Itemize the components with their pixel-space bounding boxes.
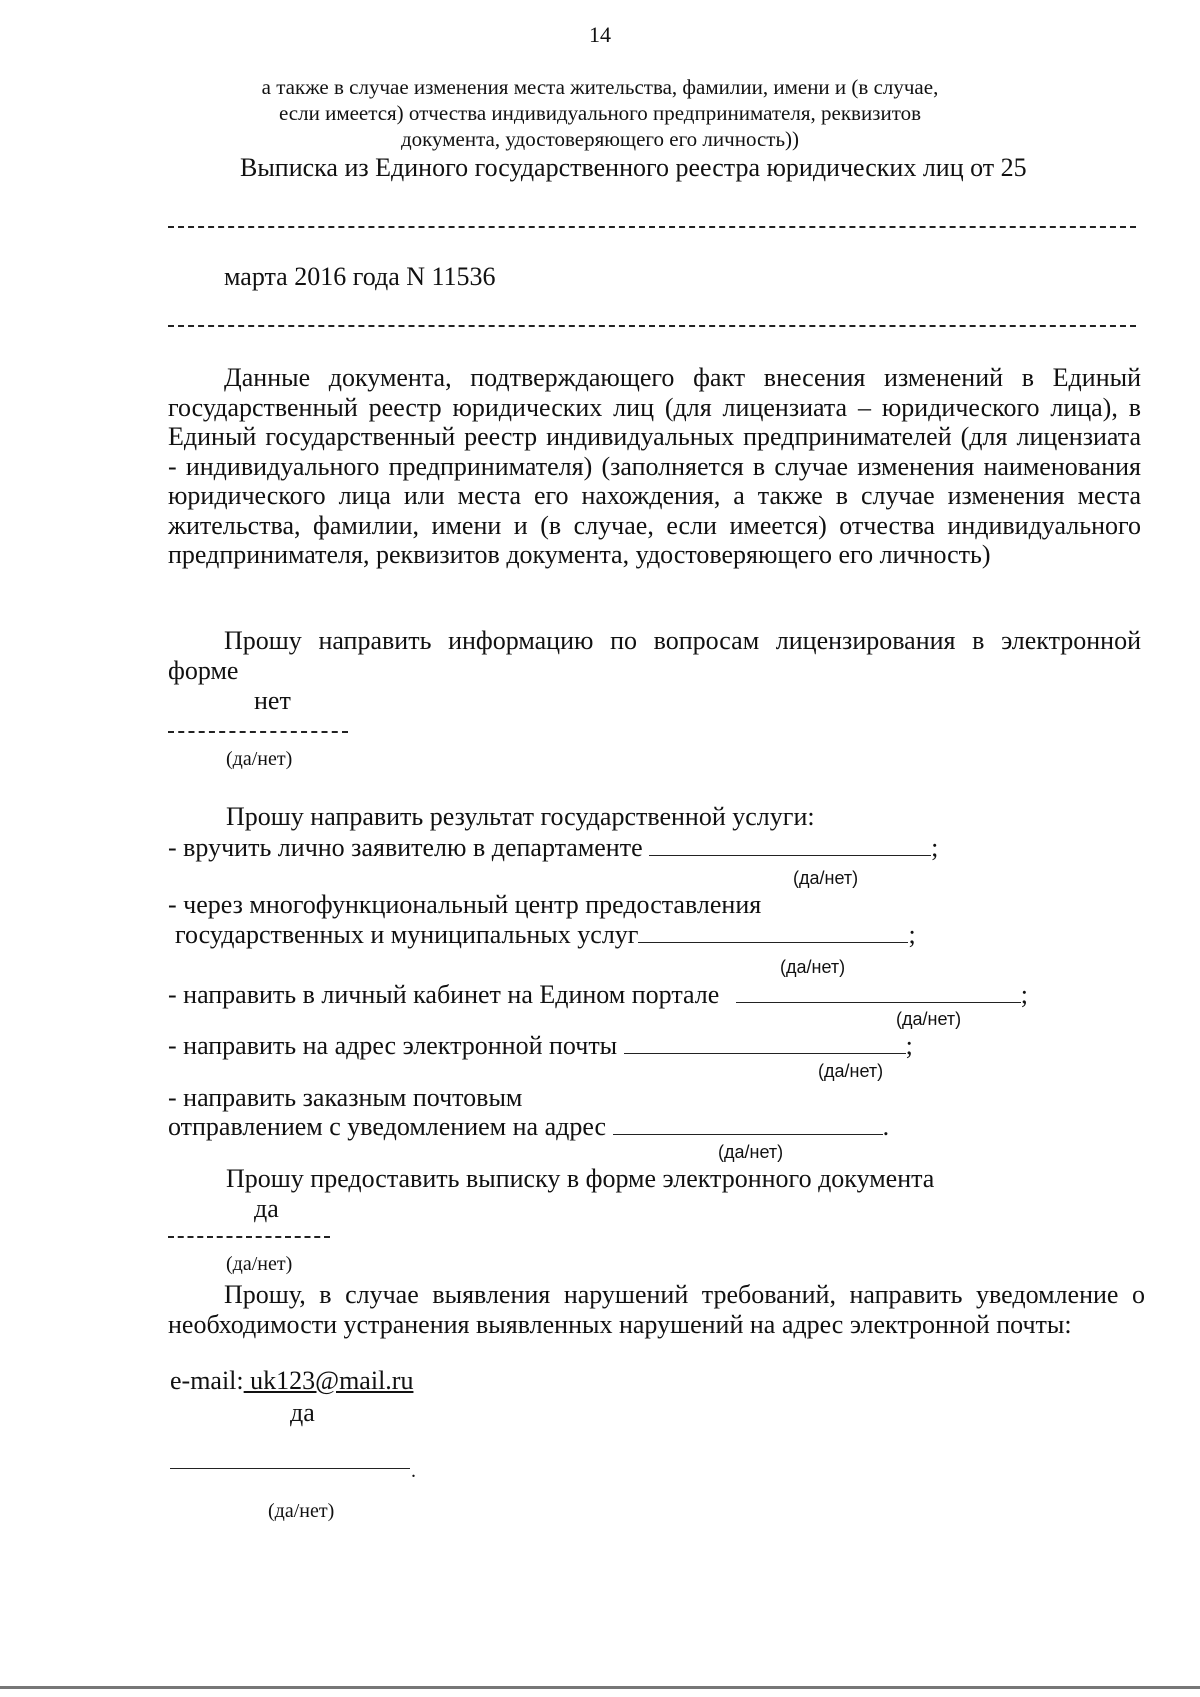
page-number: 14 bbox=[589, 22, 611, 47]
delivery-option-email: - направить на адрес электронной почты ; bbox=[168, 1031, 913, 1060]
page-bottom-edge bbox=[0, 1686, 1200, 1689]
violation-notice-email bbox=[170, 1366, 413, 1396]
option-label: отправлением с уведомлением на адрес bbox=[168, 1112, 607, 1141]
answer-line bbox=[168, 1236, 330, 1238]
extract-date: марта 2016 года N 11536 bbox=[224, 262, 496, 291]
answer-blank[interactable] bbox=[736, 980, 1021, 1003]
paragraph-text: Данные документа, подтверждающего факт внесения изменений в Единый государственный реестр юридических лиц (для лицензиата – юридического лица), в Единый государственный реестр индивидуальных предпринимателей (для лицензиата - индивидуального предпринимателя) (заполняется в случае изменения наименования юридического лица или места его нахождения, а также в случае изменения места жительства, фамилии, имени и (в случае, если имеется) отчества индивидуального предпринимателя, реквизитов документа, удостоверяющего его личность) bbox=[168, 363, 1141, 569]
header-note-line: если имеется) отчества индивидуального предпринимателя, реквизитов bbox=[278, 101, 922, 125]
option-label: - направить в личный кабинет на Едином портале bbox=[168, 980, 720, 1009]
violation-notice-answer[interactable]: да bbox=[290, 1398, 315, 1427]
delivery-option-mail-line1: - направить заказным почтовым bbox=[168, 1083, 523, 1112]
answer-hint: (да/нет) bbox=[780, 957, 846, 977]
electronic-extract-request: Прошу предоставить выписку в форме электронного документа bbox=[226, 1164, 935, 1193]
delivery-option-in-person: - вручить лично заявителю в департаменте ; bbox=[168, 833, 939, 862]
answer-hint: (да/нет) bbox=[226, 748, 293, 770]
answer-hint: (да/нет) bbox=[718, 1142, 784, 1162]
option-label: государственных и муниципальных услуг bbox=[175, 920, 639, 949]
answer-blank[interactable] bbox=[638, 920, 908, 943]
delivery-option-mfc: государственных и муниципальных услуг ; bbox=[175, 920, 916, 949]
email-link[interactable]: uk123@mail.ru bbox=[243, 1366, 414, 1395]
answer-blank[interactable] bbox=[624, 1031, 906, 1054]
result-delivery-heading: Прошу направить результат государственной услуги: bbox=[226, 802, 815, 831]
answer-hint: (да/нет) bbox=[268, 1500, 335, 1522]
option-label: - вручить лично заявителю в департаменте bbox=[168, 833, 643, 862]
answer-blank[interactable] bbox=[649, 833, 931, 856]
header-note-line: а также в случае изменения места жительства, фамилии, имени и (в случае, bbox=[261, 75, 939, 99]
answer-hint: (да/нет) bbox=[226, 1253, 293, 1275]
answer-line bbox=[170, 1468, 410, 1469]
violation-notice-request bbox=[168, 1280, 1145, 1339]
answer-line-end: . bbox=[411, 1460, 416, 1482]
electronic-extract-answer[interactable]: да bbox=[254, 1194, 279, 1223]
delivery-option-mfc-line1: - через многофункциональный центр предоставления bbox=[168, 890, 762, 919]
electronic-info-request bbox=[168, 626, 1141, 685]
answer-blank[interactable] bbox=[613, 1112, 883, 1135]
extract-title: Выписка из Единого государственного реестра юридических лиц от 25 bbox=[240, 153, 1027, 182]
header-note bbox=[0, 74, 1200, 152]
dashed-divider bbox=[168, 226, 1136, 228]
option-label: - направить на адрес электронной почты bbox=[168, 1031, 618, 1060]
email-label: e-mail: bbox=[170, 1366, 244, 1395]
answer-line bbox=[168, 731, 348, 733]
paragraph-text: Прошу, в случае выявления нарушений требований, направить уведомление о необходимости устранения выявленных нарушений на адрес электронной почты: bbox=[168, 1280, 1145, 1339]
answer-hint: (да/нет) bbox=[793, 868, 859, 888]
dashed-divider bbox=[168, 325, 1136, 327]
answer-hint: (да/нет) bbox=[818, 1061, 884, 1081]
change-document-paragraph bbox=[168, 363, 1141, 570]
electronic-info-answer[interactable]: нет bbox=[254, 686, 291, 715]
header-note-line: документа, удостоверяющего его личность)) bbox=[400, 127, 800, 151]
delivery-option-portal: - направить в личный кабинет на Едином портале ; bbox=[168, 980, 1029, 1009]
answer-hint: (да/нет) bbox=[896, 1009, 962, 1029]
delivery-option-mail: отправлением с уведомлением на адрес . bbox=[168, 1112, 890, 1141]
paragraph-text: Прошу направить информацию по вопросам лицензирования в электронной форме bbox=[168, 626, 1141, 685]
